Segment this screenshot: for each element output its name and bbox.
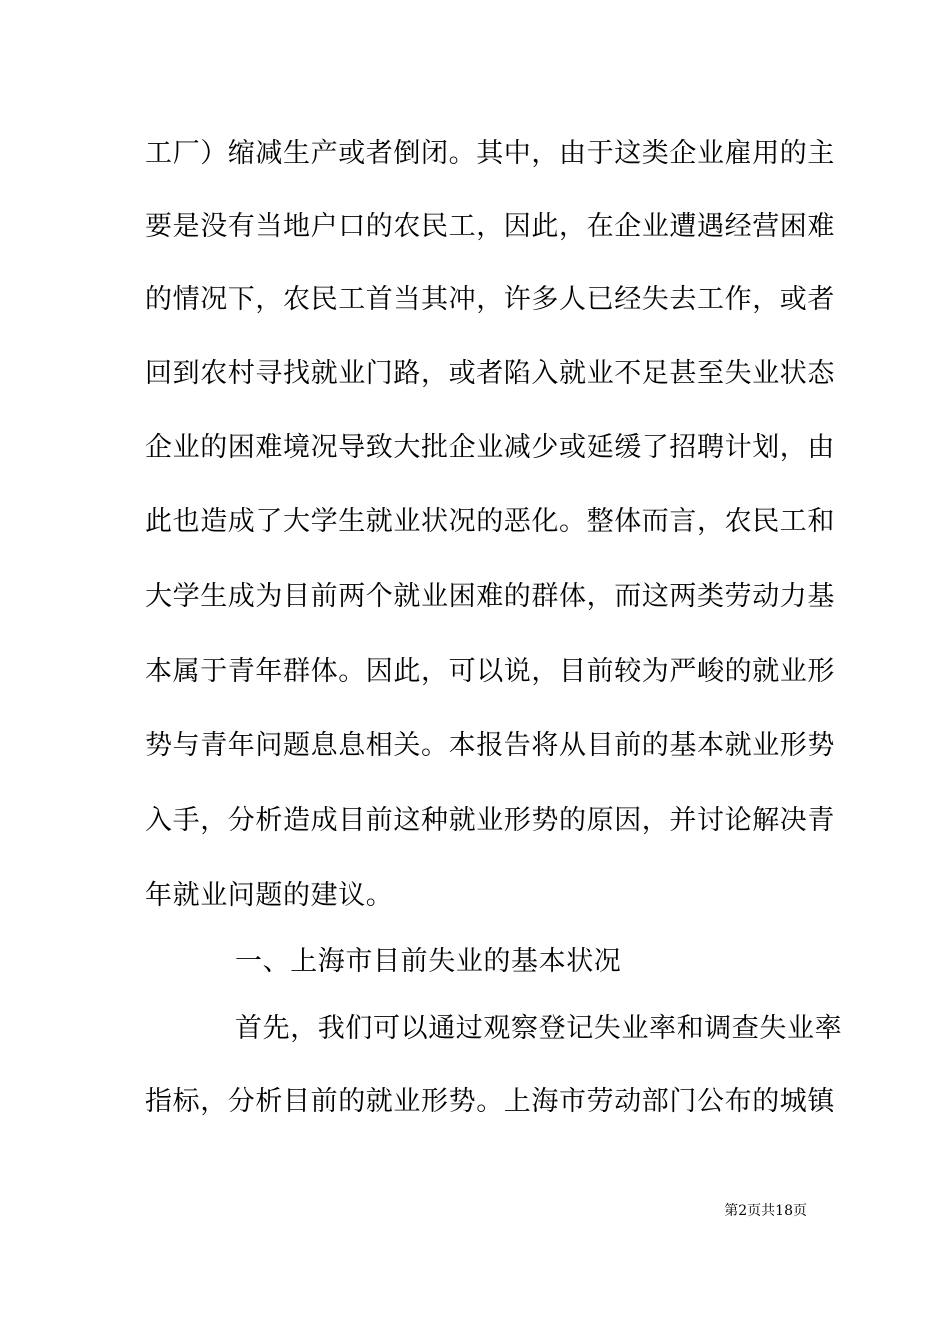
body-text-line: 此也造成了大学生就业状况的恶化。整体而言，农民工和 — [145, 506, 835, 537]
page-number-footer: 第2页共18页 — [724, 1203, 807, 1219]
section-heading: 一、上海市目前失业的基本状况 — [235, 946, 622, 977]
body-text-line: 势与青年问题息息相关。本报告将从目前的基本就业形势 — [145, 730, 835, 761]
body-text-line: 回到农村寻找就业门路，或者陷入就业不足甚至失业状态 — [145, 358, 835, 389]
body-text-line: 要是没有当地户口的农民工，因此，在企业遭遇经营困难 — [145, 211, 835, 242]
body-text-line: 入手，分析造成目前这种就业形势的原因，并讨论解决青 — [145, 805, 835, 836]
body-text-line: 指标，分析目前的就业形势。上海市劳动部门公布的城镇 — [145, 1086, 835, 1117]
body-text-line: 企业的困难境况导致大批企业减少或延缓了招聘计划，由 — [145, 432, 835, 463]
body-text-line: 工厂）缩减生产或者倒闭。其中，由于这类企业雇用的主 — [145, 138, 835, 169]
body-text-line: 年就业问题的建议。 — [145, 880, 394, 911]
paragraph-first-line: 首先，我们可以通过观察登记失业率和调查失业率 — [235, 1013, 843, 1044]
body-text-line: 本属于青年群体。因此，可以说，目前较为严峻的就业形 — [145, 656, 835, 687]
body-text-line: 大学生成为目前两个就业困难的群体，而这两类劳动力基 — [145, 581, 835, 612]
body-text-line: 的情况下，农民工首当其冲，许多人已经失去工作，或者 — [145, 284, 835, 315]
